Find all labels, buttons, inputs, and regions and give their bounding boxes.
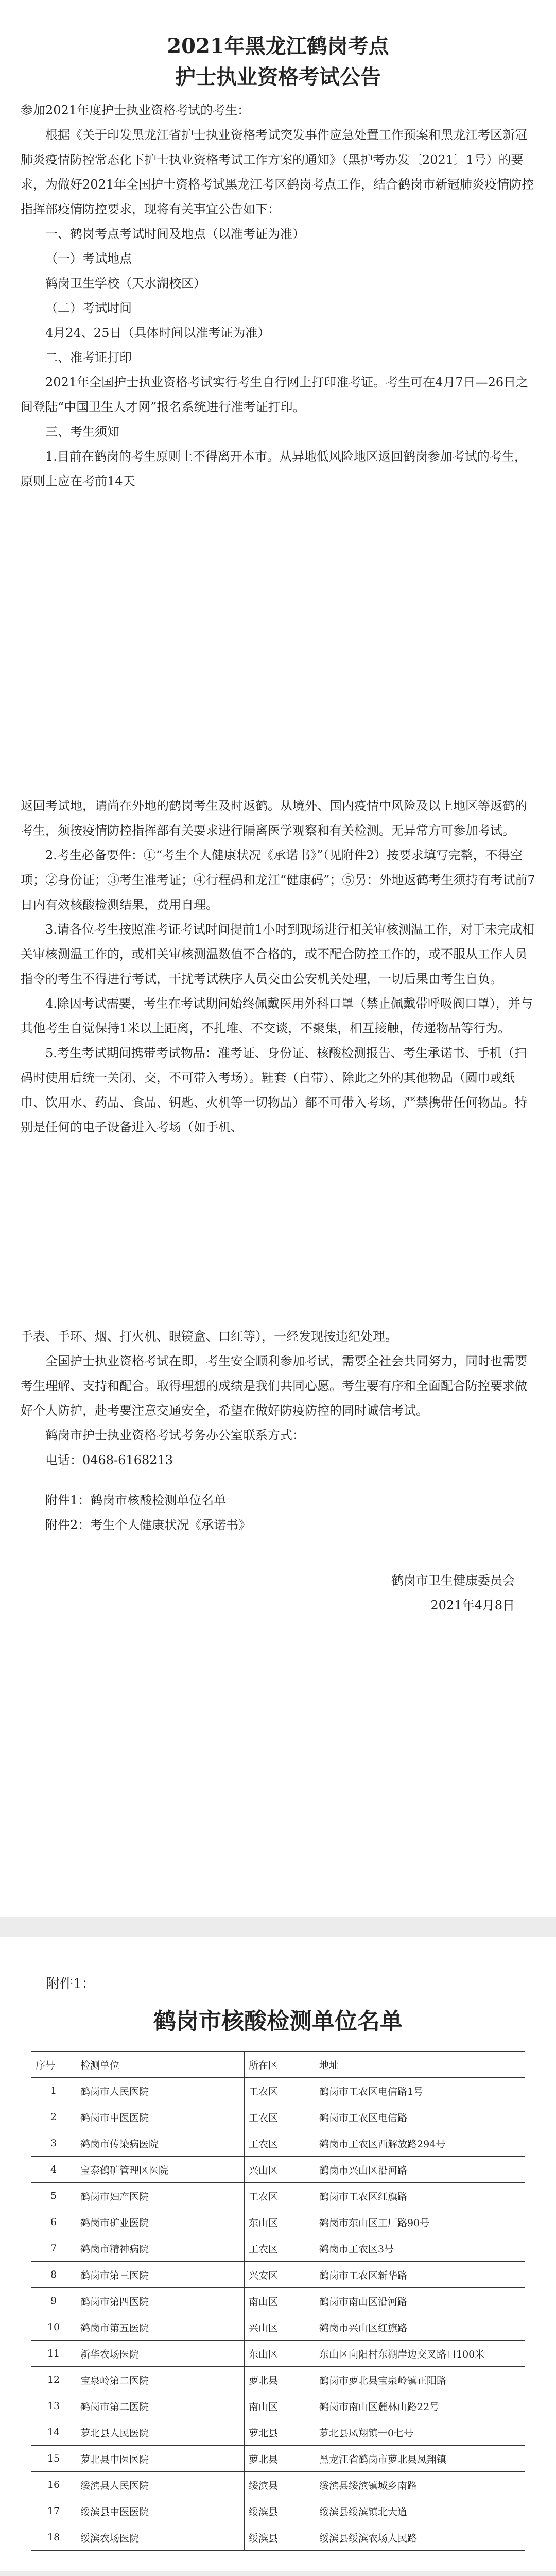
exam-location: 鹤岗卫生学校（天水湖校区）	[45, 276, 206, 291]
attachment-1-label: 附件1：	[46, 1976, 95, 1992]
table-row	[31, 2104, 525, 2130]
cell-address: 东山区向阳村东湖岸边交叉路口100米	[315, 2341, 525, 2367]
cell-address: 萝北县凤翔镇一0七号	[315, 2419, 525, 2446]
cell-district: 萝北县	[245, 2419, 315, 2446]
cell-unit: 鹤岗市精神病院	[76, 2235, 245, 2262]
lab-table	[31, 2051, 525, 2551]
issuer: 鹤岗市卫生健康委员会	[391, 1573, 515, 1588]
cell-index: 4	[31, 2157, 76, 2183]
col-header-district: 所在区	[245, 2052, 315, 2078]
cell-district: 兴山区	[245, 2314, 315, 2341]
cell-index: 12	[31, 2367, 76, 2393]
notice-title-line1: 2021年黑龙江鹤岗考点	[167, 34, 389, 58]
cell-district: 绥滨县	[245, 2524, 315, 2551]
notice-page-3	[0, 1298, 556, 1917]
cell-index: 10	[31, 2314, 76, 2341]
table-row	[31, 2262, 525, 2288]
attachment-1-page	[0, 1937, 556, 2571]
cell-unit: 宝泰鹤矿管理区医院	[76, 2157, 245, 2183]
cell-address: 鹤岗市东山区工厂路90号	[315, 2209, 525, 2235]
table-row	[31, 2498, 525, 2524]
table-row	[31, 2472, 525, 2498]
cell-address: 绥滨县绥滨镇北大道	[315, 2498, 525, 2524]
table-row	[31, 2235, 525, 2262]
col-header-address: 地址	[315, 2052, 525, 2078]
paragraph: 根据《关于印发黑龙江省护士执业资格考试突发事件应急处置工作预案和黑龙江考区新冠肺炎疫情防控常态化下护士执业资格考试工作方案的通知》（黑护考办发〔2021〕1号）的要求，为做好2021年全国护士资格考试黑龙江考区鹤岗考点工作，结合鹤岗市新冠肺炎疫情防控指挥部疫情防控要求，现将有关事宜公告如下：	[21, 128, 534, 216]
cell-district: 工农区	[245, 2130, 315, 2157]
cell-unit: 鹤岗市中医医院	[76, 2104, 245, 2130]
table-row	[31, 2367, 525, 2393]
cell-address: 绥滨县绥滨农场人民路	[315, 2524, 525, 2551]
cell-address: 鹤岗市工农区新华路	[315, 2262, 525, 2288]
cell-district: 绥滨县	[245, 2498, 315, 2524]
cell-district: 工农区	[245, 2183, 315, 2209]
cell-district: 南山区	[245, 2288, 315, 2314]
notice-page-1	[0, 0, 556, 773]
cell-index: 9	[31, 2288, 76, 2314]
cell-index: 1	[31, 2078, 76, 2104]
cell-unit: 宝泉岭第二医院	[76, 2367, 245, 2393]
table-row	[31, 2183, 525, 2209]
paragraph: 4.除因考试需要，考生在考试期间始终佩戴医用外科口罩（禁止佩戴带呼吸阀口罩），并与其他考生自觉保持1米以上距离，不扎堆、不交谈，不聚集，相互接触，传递物品等行为。	[21, 996, 533, 1036]
cell-index: 16	[31, 2472, 76, 2498]
cell-index: 6	[31, 2209, 76, 2235]
cell-address: 鹤岗市工农区电信路1号	[315, 2078, 525, 2104]
table-row	[31, 2130, 525, 2157]
table-row	[31, 2524, 525, 2551]
cell-address: 鹤岗市工农区红旗路	[315, 2183, 525, 2209]
cell-index: 5	[31, 2183, 76, 2209]
paragraph: 返回考试地，请尚在外地的鹤岗考生及时返鹤。从境外、国内疫情中风险及以上地区等返鹤的考生，须按疫情防控指挥部有关要求进行隔离医学观察和有关检测。无异常方可参加考试。	[21, 799, 527, 838]
cell-district: 工农区	[245, 2104, 315, 2130]
cell-unit: 绥滨农场医院	[76, 2524, 245, 2551]
section-heading: 一、鹤岗考点考试时间及地点（以准考证为准）	[45, 227, 305, 241]
cell-unit: 萝北县人民医院	[76, 2419, 245, 2446]
salutation: 参加2021年度护士执业资格考试的考生：	[21, 103, 250, 117]
table-row	[31, 2393, 525, 2419]
cell-address: 鹤岗市南山区麓林山路22号	[315, 2393, 525, 2419]
cell-unit: 鹤岗市传染病医院	[76, 2130, 245, 2157]
cell-district: 南山区	[245, 2393, 315, 2419]
cell-index: 3	[31, 2130, 76, 2157]
table-row	[31, 2314, 525, 2341]
paragraph: 1.目前在鹤岗的考生原则上不得离开本市。从异地低风险地区返回鹤岗参加考试的考生，原则上应在考前14天	[21, 449, 527, 488]
cell-index: 13	[31, 2393, 76, 2419]
cell-district: 兴安区	[245, 2262, 315, 2288]
attachment-ref-1: 附件1：鹤岗市核酸检测单位名单	[45, 1493, 227, 1507]
issue-date: 2021年4月8日	[430, 1598, 515, 1613]
cell-address: 鹤岗市萝北县宝泉岭镇正阳路	[315, 2367, 525, 2393]
cell-unit: 鹤岗市矿业医院	[76, 2209, 245, 2235]
cell-unit: 鹤岗市第五医院	[76, 2314, 245, 2341]
col-header-index: 序号	[31, 2052, 76, 2078]
section-heading: 二、准考证打印	[45, 350, 132, 365]
col-header-unit: 检测单位	[76, 2052, 245, 2078]
cell-district: 工农区	[245, 2078, 315, 2104]
cell-address: 鹤岗市兴山区红旗路	[315, 2314, 525, 2341]
table-row	[31, 2288, 525, 2314]
cell-district: 工农区	[245, 2235, 315, 2262]
contact-heading: 鹤岗市护士执业资格考试考务办公室联系方式：	[45, 1428, 305, 1443]
lab-table-body	[31, 2078, 525, 2551]
paragraph: 3.请各位考生按照准考证考试时间提前1小时到现场进行相关审核测温工作，对于未完成相关审核测温工作的，或相关审核测温数值不合格的，或不配合防控工作的，或不服从工作人员指令的考生不得进行考试，干扰考试秩序人员交由公安机关处理，一切后果由考生自负。	[21, 922, 535, 986]
cell-address: 鹤岗市南山区沿河路	[315, 2288, 525, 2314]
table-row	[31, 2157, 525, 2183]
paragraph: 手表、手环、烟、打火机、眼镜盒、口红等），一经发现按违纪处理。	[21, 1329, 397, 1344]
cell-district: 东山区	[245, 2341, 315, 2367]
cell-unit: 鹤岗市人民医院	[76, 2078, 245, 2104]
cell-index: 7	[31, 2235, 76, 2262]
table-row	[31, 2419, 525, 2446]
cell-unit: 绥滨县中医医院	[76, 2498, 245, 2524]
cell-district: 兴山区	[245, 2157, 315, 2183]
cell-unit: 新华农场医院	[76, 2341, 245, 2367]
cell-district: 绥滨县	[245, 2472, 315, 2498]
cell-address: 鹤岗市工农区西解放路294号	[315, 2130, 525, 2157]
cell-address: 鹤岗市工农区3号	[315, 2235, 525, 2262]
cell-index: 18	[31, 2524, 76, 2551]
contact-phone: 电话：0468-6168213	[45, 1453, 173, 1467]
exam-time: 4月24、25日（具体时间以准考证为准）	[45, 326, 270, 340]
cell-unit: 鹤岗市妇产医院	[76, 2183, 245, 2209]
cell-unit: 鹤岗市第三医院	[76, 2262, 245, 2288]
cell-unit: 绥滨县人民医院	[76, 2472, 245, 2498]
attachment-1-title: 鹤岗市核酸检测单位名单	[153, 2008, 403, 2035]
table-row	[31, 2341, 525, 2367]
cell-unit: 鹤岗市第四医院	[76, 2288, 245, 2314]
cell-district: 萝北县	[245, 2367, 315, 2393]
cell-address: 鹤岗市工农区电信路	[315, 2104, 525, 2130]
cell-district: 东山区	[245, 2209, 315, 2235]
cell-address: 黑龙江省鹤岗市萝北县凤翔镇	[315, 2446, 525, 2472]
cell-unit: 萝北县中医医院	[76, 2446, 245, 2472]
table-header-row	[31, 2052, 525, 2078]
paragraph: 2.考生必备要件：①“考生个人健康状况《承诺书》”（见附件2）按要求填写完整，不得空项；②身份证；③考生准考证；④行程码和龙江“健康码”；⑤另：外地返鹤考生须持有考试前7日内有效核酸检测结果，费用自理。	[21, 848, 535, 912]
sub-heading: （二）考试时间	[45, 301, 132, 315]
attachment-ref-2: 附件2：考生个人健康状况《承诺书》	[45, 1518, 251, 1532]
cell-index: 11	[31, 2341, 76, 2367]
cell-address: 绥滨县绥滨镇城乡南路	[315, 2472, 525, 2498]
cell-index: 17	[31, 2498, 76, 2524]
cell-index: 14	[31, 2419, 76, 2446]
cell-address: 鹤岗市兴山区沿河路	[315, 2157, 525, 2183]
notice-title	[21, 31, 535, 93]
notice-title-line2: 护士执业资格考试公告	[175, 65, 381, 89]
paragraph: 2021年全国护士执业资格考试实行考生自行网上打印准考证。考生可在4月7日—26日之间登陆“中国卫生人才网”报名系统进行准考证打印。	[21, 375, 529, 414]
paragraph: 全国护士执业资格考试在即，考生安全顺利参加考试，需要全社会共同努力，同时也需要考生理解、支持和配合。取得理想的成绩是我们共同心愿。考生要有序和全面配合防控要求做好个人防护，赴考要注意交通安全，希望在做好防疫防控的同时诚信考试。	[21, 1354, 527, 1418]
section-heading: 三、考生须知	[45, 425, 119, 439]
cell-index: 8	[31, 2262, 76, 2288]
sub-heading: （一）考试地点	[45, 251, 132, 266]
cell-unit: 鹤岗市第二医院	[76, 2393, 245, 2419]
cell-district: 萝北县	[245, 2446, 315, 2472]
table-row	[31, 2446, 525, 2472]
table-row	[31, 2078, 525, 2104]
cell-index: 15	[31, 2446, 76, 2472]
table-row	[31, 2209, 525, 2235]
cell-index: 2	[31, 2104, 76, 2130]
paragraph: 5.考生考试期间携带考试物品：准考证、身份证、核酸检测报告、考生承诺书、手机（扫码时使用后统一关闭、交，不可带入考场）。鞋套（自带）、除此之外的其他物品（圆巾或纸巾、饮用水、药品、食品、钥匙、火机等一切物品）都不可带入考场，严禁携带任何物品。特别是任何的电子设备进入考场（如手机、	[21, 1046, 527, 1134]
